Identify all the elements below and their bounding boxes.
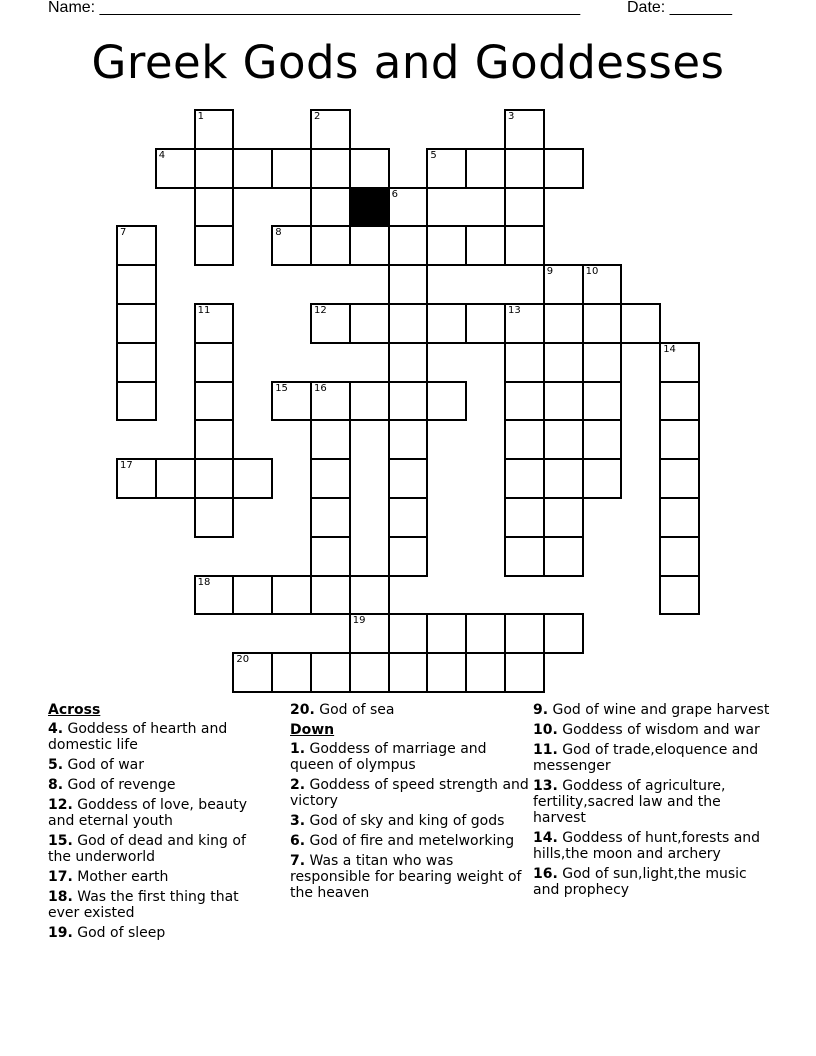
grid-cell[interactable] [232,148,273,189]
clue-item [290,833,530,849]
page-title: Greek Gods and Goddesses [91,36,725,89]
grid-cell[interactable] [659,458,700,499]
grid-cell[interactable] [116,342,157,383]
grid-cell[interactable] [504,458,545,499]
grid-cell[interactable] [271,652,312,693]
grid-cell[interactable] [426,381,467,422]
grid-cell[interactable] [543,381,584,422]
grid-cell[interactable] [388,536,429,577]
clue-item [290,741,530,773]
clue-number: 4 [158,149,166,161]
grid-cell[interactable] [194,109,235,150]
clue-item [290,813,530,829]
clue-item [533,866,773,898]
grid-cell[interactable] [426,303,467,344]
clue-text: Goddess of speed strength and victory [290,777,529,809]
clue-item [533,722,773,738]
grid-cell[interactable] [194,225,235,266]
grid-cell[interactable] [310,109,351,150]
grid-cell[interactable] [194,148,235,189]
grid-cell[interactable] [504,148,545,189]
clue-number: 9 [546,266,554,278]
grid-cell[interactable] [388,458,429,499]
clue-number: 17 [120,460,133,472]
grid-cell[interactable] [194,575,235,616]
clue-number: 10 [585,266,599,278]
clue-column-2 [290,702,530,905]
clue-text: Mother earth [77,869,169,885]
clue-text: Was a titan who was responsible for bearing weight of the heaven [290,853,522,901]
grid-cell[interactable] [465,652,506,693]
grid-cell[interactable] [349,225,390,266]
grid-cell[interactable] [582,264,623,305]
clue-number: 20. [290,702,315,718]
grid-cell[interactable] [388,187,429,228]
clue-number: 8. [48,777,64,793]
grid-cell[interactable] [310,381,351,422]
grid-cell[interactable] [349,652,390,693]
grid-cell[interactable] [504,303,545,344]
clue-number: 5 [430,149,437,161]
grid-cell[interactable] [504,536,545,577]
clue-number: 15 [275,382,288,394]
clue-number: 14 [663,343,676,355]
clue-number: 6. [290,833,306,849]
grid-cell[interactable] [504,342,545,383]
grid-cell[interactable] [116,381,157,422]
clue-item [290,777,530,809]
grid-cell[interactable] [504,497,545,538]
grid-cell[interactable] [543,613,584,654]
clue-item [48,889,273,921]
clue-text: Goddess of agriculture, fertility,sacred law and the harvest [533,778,726,826]
clue-text: God of sky and king of gods [309,813,505,829]
grid-cell[interactable] [543,303,584,344]
clue-text: God of revenge [67,777,176,793]
grid-cell[interactable] [426,613,467,654]
grid-cell[interactable] [388,264,429,305]
clue-number: 7. [290,853,306,869]
grid-cell[interactable] [194,497,235,538]
grid-cell[interactable] [504,613,545,654]
clue-number: 1 [197,111,204,122]
grid-cell[interactable] [155,148,196,189]
clue-number: 20 [236,654,250,666]
clue-text: God of sun,light,the music and prophecy [533,866,747,898]
grid-cell[interactable] [504,381,545,422]
clue-text: Goddess of hearth and domestic life [48,721,228,753]
grid-cell[interactable] [659,381,700,422]
grid-cell[interactable] [426,652,467,693]
grid-cell[interactable] [194,419,235,460]
clue-item [533,702,773,718]
clue-number: 9. [533,702,549,718]
grid-cell[interactable] [310,303,351,344]
grid-cell[interactable] [465,148,506,189]
grid-cell[interactable] [310,575,351,616]
grid-cell[interactable] [232,458,273,499]
grid-cell[interactable] [504,225,545,266]
grid-cell[interactable] [310,536,351,577]
grid-cell[interactable] [155,458,196,499]
clue-item [290,853,530,901]
grid-cell[interactable] [271,381,312,422]
grid-cell[interactable] [116,264,157,305]
clue-item [48,721,273,753]
grid-cell[interactable] [582,303,623,344]
grid-cell[interactable] [194,342,235,383]
clue-number: 2 [314,111,321,122]
grid-cell[interactable] [582,458,623,499]
clue-item [290,702,530,718]
clue-number: 3 [508,111,515,122]
grid-cell[interactable] [543,497,584,538]
grid-cell[interactable] [310,419,351,460]
grid-cell[interactable] [582,342,623,383]
grid-cell[interactable] [504,109,545,150]
grid-cell[interactable] [232,652,273,693]
grid-cell[interactable] [116,303,157,344]
black-cell [349,187,390,228]
clue-text: God of sleep [77,925,166,941]
clue-text: God of wine and grape harvest [552,702,770,718]
grid-cell[interactable] [659,497,700,538]
clue-number: 18. [48,889,73,905]
clue-item [48,797,273,829]
grid-cell[interactable] [388,381,429,422]
grid-cell[interactable] [426,225,467,266]
clue-number: 12. [48,797,73,813]
grid-cell[interactable] [310,652,351,693]
grid-cell[interactable] [116,225,157,266]
grid-cell[interactable] [659,419,700,460]
clue-number: 7 [120,227,127,239]
clue-number: 19 [352,615,366,627]
clue-number: 16 [314,382,327,394]
grid-cell[interactable] [194,381,235,422]
clue-item [533,742,773,774]
clue-text: God of war [67,757,144,773]
grid-cell[interactable] [388,613,429,654]
clue-item [533,830,773,862]
grid-cell[interactable] [194,187,235,228]
grid-cell[interactable] [659,536,700,577]
clue-number: 4. [48,721,64,737]
clue-item [533,778,773,826]
grid-cell[interactable] [620,303,661,344]
clue-item [48,757,273,773]
clue-number: 17. [48,869,73,885]
grid-cell[interactable] [310,225,351,266]
grid-cell[interactable] [388,225,429,266]
clue-text: God of trade,eloquence and messenger [533,742,759,774]
clue-number: 2. [290,777,306,793]
clue-number: 1. [290,741,306,757]
grid-cell[interactable] [504,419,545,460]
clue-number: 11. [533,742,558,758]
clue-number: 13 [508,305,521,316]
clue-number: 18 [197,576,211,588]
grid-cell[interactable] [388,419,429,460]
clue-text: Goddess of love, beauty and eternal youth [48,797,248,829]
grid-cell[interactable] [543,458,584,499]
clue-number: 12 [314,305,327,316]
clue-column-3 [533,702,773,902]
grid-cell[interactable] [349,148,390,189]
clue-item [48,777,273,793]
clue-text: God of fire and metelworking [309,833,515,849]
clue-number: 16. [533,866,558,882]
clue-number: 6 [391,188,398,200]
clue-number: 15. [48,833,73,849]
clue-number: 8 [275,227,282,239]
clue-text: Goddess of marriage and queen of olympus [290,741,487,773]
clue-number: 11 [197,305,211,316]
grid-cell[interactable] [310,458,351,499]
grid-cell[interactable] [232,575,273,616]
name-field[interactable]: Name: ______________________________________________________ [48,0,581,16]
grid-cell[interactable] [543,536,584,577]
grid-cell[interactable] [310,187,351,228]
grid-cell[interactable] [388,652,429,693]
clue-item [48,833,273,865]
clue-number: 3. [290,813,306,829]
grid-cell[interactable] [349,381,390,422]
grid-cell[interactable] [194,303,235,344]
down-heading: Down [290,722,335,738]
clue-number: 14. [533,830,558,846]
clue-text: God of sea [319,702,395,718]
clue-text: Was the first thing that ever existed [48,889,239,921]
grid-cell[interactable] [543,419,584,460]
grid-cell[interactable] [426,148,467,189]
grid-cell[interactable] [582,381,623,422]
clue-text: Goddess of wisdom and war [562,722,760,738]
grid-cell[interactable] [543,342,584,383]
grid-cell[interactable] [349,613,390,654]
grid-cell[interactable] [465,225,506,266]
across-heading: Across [48,702,101,718]
grid-cell[interactable] [465,303,506,344]
grid-cell[interactable] [543,264,584,305]
clue-number: 19. [48,925,73,941]
clue-column-1 [48,702,273,945]
grid-cell[interactable] [349,303,390,344]
clue-text: Goddess of hunt,forests and hills,the moon and archery [533,830,761,862]
grid-cell[interactable] [310,148,351,189]
grid-cell[interactable] [504,187,545,228]
grid-cell[interactable] [271,575,312,616]
grid-cell[interactable] [349,575,390,616]
grid-cell[interactable] [388,497,429,538]
grid-cell[interactable] [388,342,429,383]
grid-cell[interactable] [271,225,312,266]
grid-cell[interactable] [194,458,235,499]
grid-cell[interactable] [465,613,506,654]
grid-cell[interactable] [582,419,623,460]
clue-number: 13. [533,778,558,794]
clue-number: 5. [48,757,64,773]
clue-number: 10. [533,722,558,738]
clue-item [48,925,273,941]
grid-cell[interactable] [659,575,700,616]
clue-text: God of dead and king of the underworld [48,833,246,865]
grid-cell[interactable] [543,148,584,189]
grid-cell[interactable] [388,303,429,344]
grid-cell[interactable] [310,497,351,538]
grid-cell[interactable] [659,342,700,383]
grid-cell[interactable] [504,652,545,693]
clue-item [48,869,273,885]
grid-cell[interactable] [271,148,312,189]
date-field[interactable]: Date: _______ [627,0,732,16]
grid-cell[interactable] [116,458,157,499]
